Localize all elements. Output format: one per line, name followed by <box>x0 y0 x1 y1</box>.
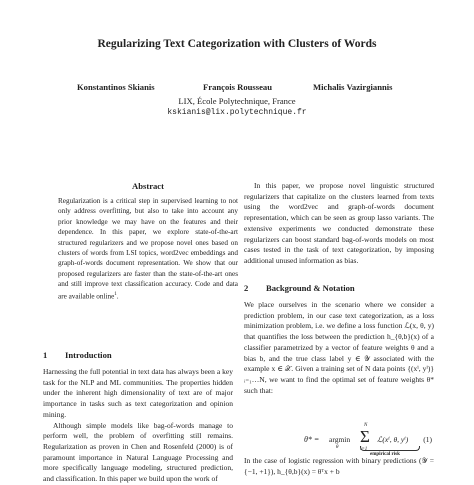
section-title: Background & Notation <box>266 283 355 293</box>
abstract-heading: Abstract <box>132 181 164 191</box>
eq-underbrace <box>360 446 420 451</box>
equation-1 <box>244 423 434 457</box>
right-intro-body <box>244 181 434 267</box>
footnote-mark: 1 <box>114 291 117 297</box>
eq-sum-symbol: Σ <box>360 427 370 446</box>
eq-loss-term: ℒ(xⁱ, θ, yⁱ) <box>377 435 409 444</box>
eq-underbrace-label: empirical risk <box>370 452 400 457</box>
abstract-text: Regularization is a critical step in supervised learning to not only address overfitting, but also to take into account any prior knowledge we may have on the features and their dependence. In this paper, we explore state-of-the-art structured regularizers and we propose novel ones based on clusters of words from LSI topics, word2vec embeddings and graph-of-words document representation. We show that our proposed regularizers are faster than the state-of-the-art ones and still improve text classification accuracy. Code and data are available online <box>58 197 238 301</box>
affiliation: LIX, École Polytechnique, France <box>178 96 296 106</box>
author-vazirgiannis: Michalis Vazirgiannis <box>313 82 393 92</box>
paragraph: Although simple models like bag-of-words manage to perform well, the problem of overfitting still remains. Regularization as proven in Chen and Rosenfeld (2000) is of paramount importance in Natural Language Processing and more specifically language modeling, structured prediction, and classification. In this paper we build upon the work of <box>43 420 233 484</box>
paragraph: We place ourselves in the scenario where we consider a prediction problem, in our case text categorization, as a loss minimization problem, i.e. we define a loss function ℒ(x, θ, y) that quantifies the loss between the prediction h_{θ,b}(x) of a classifier parametrized by a vector of feature weights θ and a bias b, and the true class label y ∈ 𝒴 associated with the example x ∈ 𝒳. Given a training set of N data points {(xⁱ, yⁱ)}ᵢ₌₁…N, we want to find the optimal set of feature weights θ* such that: <box>244 300 434 395</box>
eq-argmin-sub: θ <box>336 445 339 450</box>
background-body <box>244 300 434 396</box>
paragraph: In this paper, we propose novel linguistic structured regularizers that capitalize on the clusters learned from texts using the word2vec and graph-of-words document representation, which can be seen as group lasso variants. The extensive experiments we conducted demonstrate these regularizers can boost standard bag-of-words models on most cases tested in the task of text categorization, by imposing additional unused information as bias. <box>244 181 434 265</box>
section-title: Introduction <box>65 350 112 360</box>
after-equation-body <box>244 456 434 477</box>
eq-sum-bottom: i=1 <box>360 447 368 452</box>
section-number: 1 <box>43 350 48 360</box>
intro-body <box>43 367 233 485</box>
eq-lhs: θ* = <box>304 435 320 444</box>
paragraph: Harnessing the full potential in text data has always been a key task for the NLP and ML communities. The properties hidden under the inherent high dimensionality of text are of major importance in tasks such as text categorization and opinion mining. <box>43 367 233 419</box>
paper-title: Regularizing Text Categorization with Clusters of Words <box>97 38 377 50</box>
abstract-end: . <box>116 292 119 301</box>
abstract-body <box>58 196 238 301</box>
paragraph: In the case of logistic regression with binary predictions (𝒴 = {−1, +1}), h_{θ,b}(x) = θᵀx + b <box>244 456 434 476</box>
section-heading-background <box>244 283 355 293</box>
eq-argmin: argmin <box>329 435 351 444</box>
section-number: 2 <box>244 283 249 293</box>
author-rousseau: François Rousseau <box>203 82 272 92</box>
eq-sum-top: N <box>364 423 368 428</box>
eq-number: (1) <box>423 435 432 444</box>
section-heading-intro <box>43 350 112 360</box>
email: kskianis@lix.polytechnique.fr <box>167 108 307 117</box>
author-skianis: Konstantinos Skianis <box>77 82 155 92</box>
